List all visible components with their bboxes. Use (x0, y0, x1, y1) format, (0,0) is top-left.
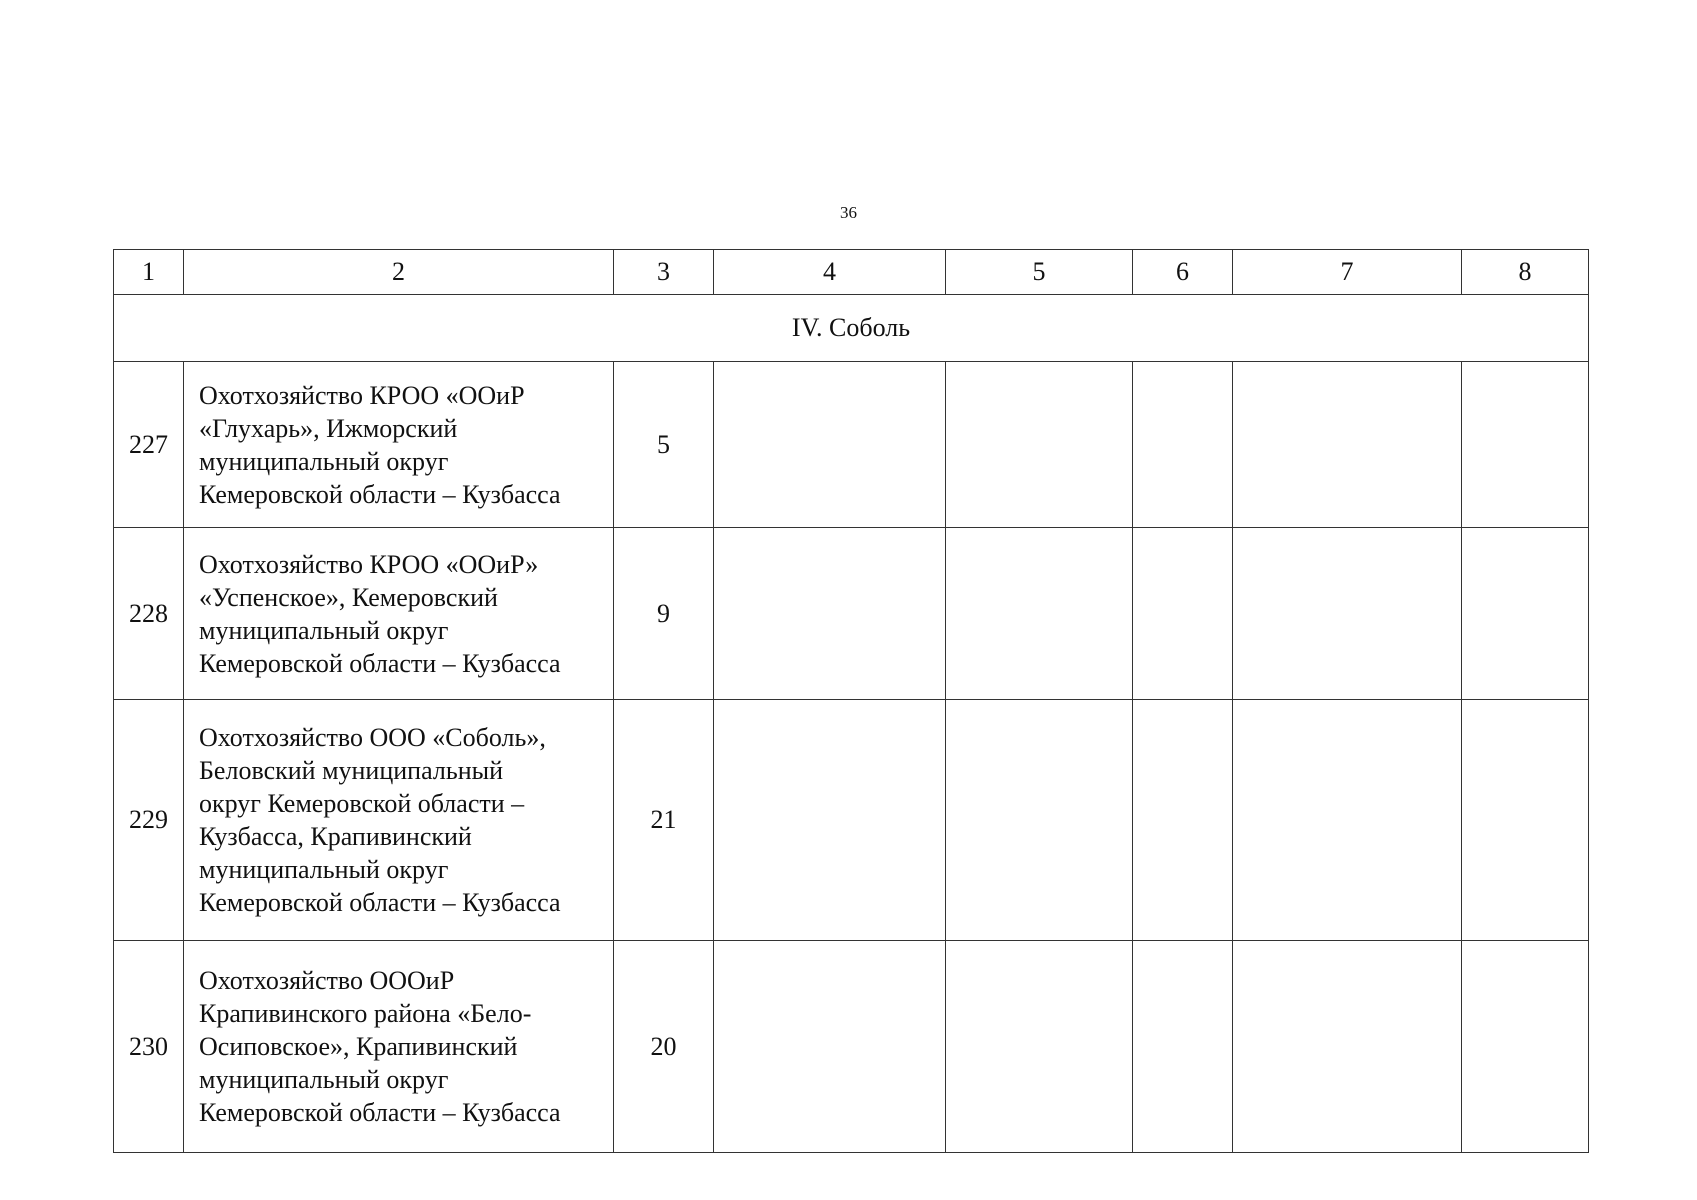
name-line: муниципальный округ (199, 615, 449, 645)
name-line: Беловский муниципальный (199, 756, 503, 785)
table-row (114, 362, 1589, 528)
section-title: IV. Соболь (114, 295, 1589, 362)
column-header: 2 (184, 250, 614, 295)
empty-cell (1462, 528, 1589, 700)
empty-cell (946, 941, 1133, 1153)
empty-cell (946, 528, 1133, 700)
name-line: муниципальный округ (199, 855, 449, 884)
table-row (114, 941, 1589, 1153)
quantity-cell: 20 (614, 941, 714, 1153)
empty-cell (946, 700, 1133, 941)
hunting-ground-name (184, 941, 614, 1153)
name-line: Кемеровской области – Кузбасса (199, 648, 561, 678)
section-row (114, 295, 1589, 362)
empty-cell (1462, 362, 1589, 528)
empty-cell (1233, 528, 1462, 700)
empty-cell (1233, 700, 1462, 941)
empty-cell (1462, 700, 1589, 941)
quantity-cell: 21 (614, 700, 714, 941)
name-line: Кемеровской области – Кузбасса (199, 888, 561, 917)
column-header: 3 (614, 250, 714, 295)
name-line: «Успенское», Кемеровский (199, 582, 498, 612)
empty-cell (714, 700, 946, 941)
row-number: 229 (114, 700, 184, 941)
quantity-cell: 9 (614, 528, 714, 700)
name-line: муниципальный округ (199, 1065, 449, 1094)
row-number: 227 (114, 362, 184, 528)
empty-cell (714, 941, 946, 1153)
hunting-grounds-table (113, 249, 1589, 1153)
empty-cell (946, 362, 1133, 528)
name-line: «Глухарь», Ижморский (199, 413, 458, 443)
empty-cell (1462, 941, 1589, 1153)
empty-cell (1133, 700, 1233, 941)
column-header: 4 (714, 250, 946, 295)
row-number: 228 (114, 528, 184, 700)
empty-cell (1233, 362, 1462, 528)
name-line: Кемеровской области – Кузбасса (199, 1098, 561, 1127)
empty-cell (1233, 941, 1462, 1153)
hunting-ground-name (184, 700, 614, 941)
quantity-cell: 5 (614, 362, 714, 528)
empty-cell (1133, 528, 1233, 700)
name-line: муниципальный округ (199, 446, 449, 476)
row-number: 230 (114, 941, 184, 1153)
name-line: Охотхозяйство ОООиР (199, 966, 455, 995)
name-line: Кузбасса, Крапивинский (199, 822, 472, 851)
name-line: Охотхозяйство КРОО «ООиР (199, 380, 525, 410)
name-line: Осиповское», Крапивинский (199, 1032, 518, 1061)
name-line: Охотхозяйство ООО «Соболь», (199, 723, 546, 752)
column-header: 6 (1133, 250, 1233, 295)
name-line: округ Кемеровской области – (199, 789, 525, 818)
hunting-ground-name (184, 362, 614, 528)
column-header: 1 (114, 250, 184, 295)
empty-cell (714, 362, 946, 528)
column-number-header-row (114, 250, 1589, 295)
column-header: 7 (1233, 250, 1462, 295)
column-header: 5 (946, 250, 1133, 295)
column-header: 8 (1462, 250, 1589, 295)
page-number: 36 (840, 203, 857, 222)
table-row (114, 700, 1589, 941)
empty-cell (1133, 941, 1233, 1153)
name-line: Кемеровской области – Кузбасса (199, 479, 561, 509)
empty-cell (714, 528, 946, 700)
empty-cell (1133, 362, 1233, 528)
name-line: Охотхозяйство КРОО «ООиР» (199, 549, 539, 579)
name-line: Крапивинского района «Бело- (199, 999, 532, 1028)
table-row (114, 528, 1589, 700)
hunting-ground-name (184, 528, 614, 700)
